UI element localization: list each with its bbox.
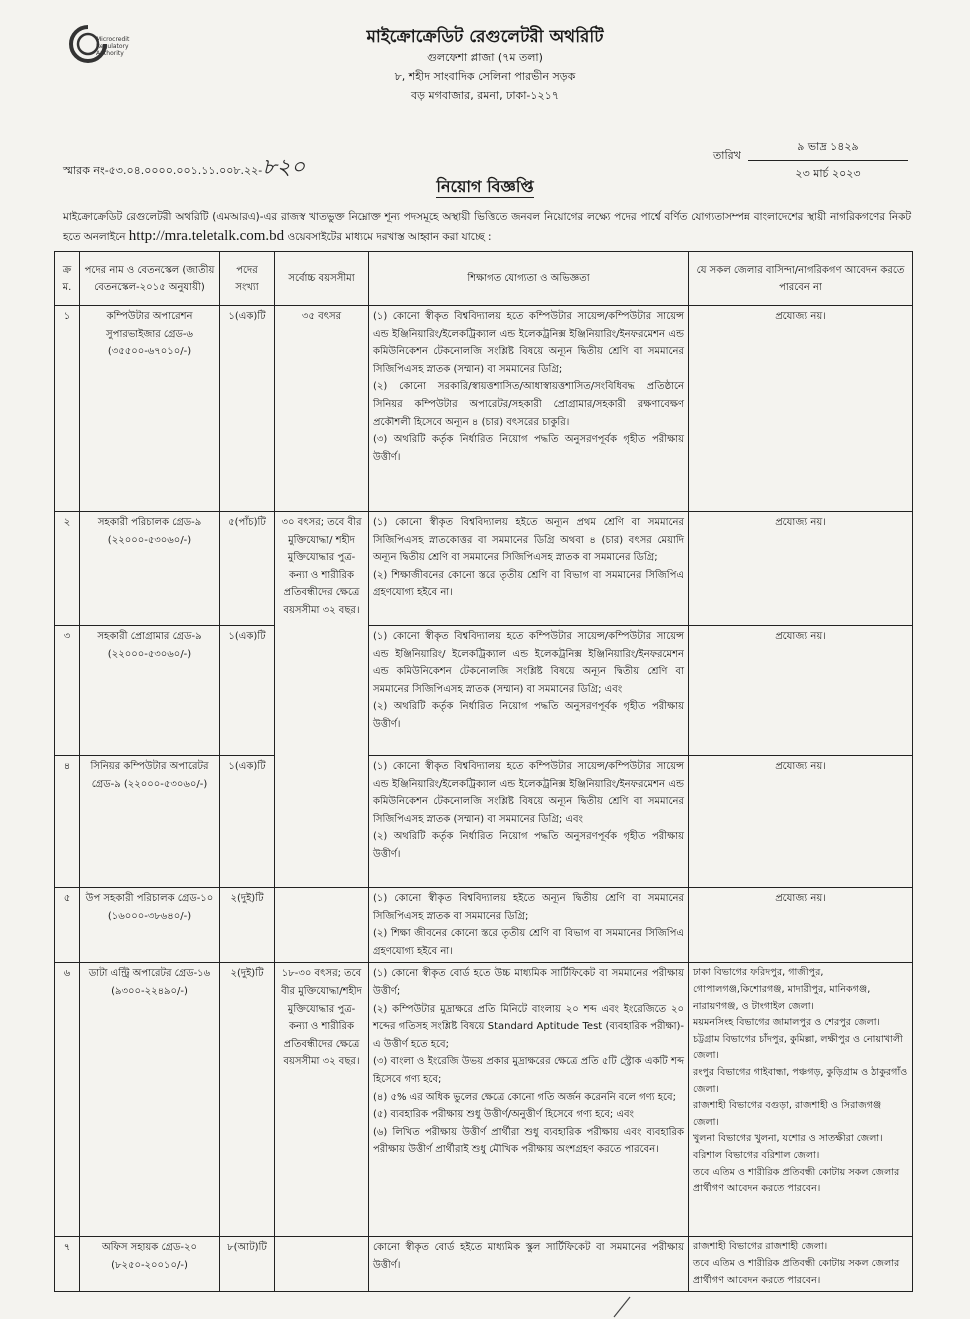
table-row: ২ সহকারী পরিচালক গ্রেড-৯ (২২০০০-৫৩০৬০/-) ৫(পাঁচ)টি ৩০ বৎসর; তবে বীর মুক্তিযোদ্ধা/ শহীদ মুক্তিযোদ্ধার পুত্র-কন্যা ও শারীরিক প্রতিবন্ধীদের ক্ষেত্রে বয়সসীমা ৩২ বছর। (১) কোনো স্বীকৃত বিশ্ববিদ্যালয় হইতে অন্যূন প্রথম শ্রেণি বা সমমানের সিজিপিএসহ স্নাতকোত্তর বা সমমানের ডিগ্রি অথবা ৪ (চার) বৎসর মেয়াদি অন্যূন দ্বিতীয় শ্রেণি বা সমমানের সিজিপিএসহ স্নাতক বা সমমানের ডিগ্রি; (২) শিক্ষাজীবনের কোনো স্তরে তৃতীয় শ্রেণি বা বিভাগ বা সমমানের সিজিপিএ গ্রহণযোগ্য হইবে না। প্রযোজ্য নয়।: [55, 512, 913, 626]
districts-cell: রাজশাহী বিভাগের রাজশাহী জেলা। তবে এতিম ও শারীরিক প্রতিবন্ধী কোটায় সকল জেলার প্রার্থীগণ আবেদন করতে পারবেন।: [689, 1237, 913, 1292]
org-name: মাইক্রোক্রেডিট রেগুলেটরী অথরিটি: [366, 27, 604, 47]
header-districts: যে সকল জেলার বাসিন্দা/নাগরিকগণ আবেদন করতে পারবেন না: [689, 252, 913, 306]
header-post: পদের নাম ও বেতনস্কেল (জাতীয় বেতনস্কেল-২০১৫ অনুযায়ী): [80, 252, 220, 306]
date-bangla: ৯ ভাদ্র ১৪২৯: [748, 138, 908, 161]
qualification-cell: (১) কোনো স্বীকৃত বিশ্ববিদ্যালয় হইতে অন্যূন দ্বিতীয় শ্রেণি বা সমমানের সিজিপিএসহ স্নাতক বা সমমানের ডিগ্রি; (২) শিক্ষা জীবনের কোনো স্তরে তৃতীয় শ্রেণি বা বিভাগ বা সমমানের সিজিপিএ গ্রহণযোগ্য হইবে না।: [369, 888, 689, 963]
table-row: ৪ সিনিয়র কম্পিউটার অপারেটর গ্রেড-৯ (২২০০০-৫৩০৬০/-) ১(এক)টি (১) কোনো স্বীকৃত বিশ্ববিদ্যালয় হতে কম্পিউটার সায়েন্স/কম্পিউটার সায়েন্স এন্ড ইঞ্জিনিয়ারিং/ইলেকট্রিক্যাল এন্ড ইলেকট্রনিক্স ইঞ্জিনিয়ারিং/ইনফরমেশন এন্ড কমিউনিকেশন টেকনোলজি সংশ্লিষ্ট বিষয়ে অন্যূন দ্বিতীয় শ্রেণি বা সমমানের সিজিপিএসহ স্নাতক (সম্মান) বা সমমানের ডিগ্রি; এবং (২) অথরিটি কর্তৃক নির্ধারিত নিয়োগ পদ্ধতি অনুসরণপূর্বক গৃহীত পরীক্ষায় উত্তীর্ণ। প্রযোজ্য নয়।: [55, 756, 913, 888]
header-serial: ক্র ম.: [55, 252, 80, 306]
qualification-cell: (১) কোনো স্বীকৃত বিশ্ববিদ্যালয় হতে কম্পিউটার সায়েন্স/কম্পিউটার সায়েন্স এন্ড ইঞ্জিনিয়ারিং/ ইলেকট্রিক্যাল এন্ড ইলেকট্রনিক্স ইঞ্জিনিয়ারিং/ইনফরমেশন এন্ড কমিউনিকেশন টেকনোলজি সংশ্লিষ্ট বিষয়ে অন্যূন দ্বিতীয় শ্রেণি বা সমমানের সিজিপিএসহ স্নাতক (সম্মান) বা সমমানের ডিগ্রি; এবং (২) অথরিটি কর্তৃক নির্ধারিত নিয়োগ পদ্ধতি অনুসরণপূর্বক গৃহীত পরীক্ষায় উত্তীর্ণ।: [369, 626, 689, 756]
date-english: ২৩ মার্চ ২০২৩: [795, 167, 861, 180]
qualification-cell: (১) কোনো স্বীকৃত বিশ্ববিদ্যালয় হইতে অন্যূন প্রথম শ্রেণি বা সমমানের সিজিপিএসহ স্নাতকোত্তর বা সমমানের ডিগ্রি অথবা ৪ (চার) বৎসর মেয়াদি অন্যূন দ্বিতীয় শ্রেণি বা সমমানের সিজিপিএসহ স্নাতক বা সমমানের ডিগ্রি; (২) শিক্ষাজীবনের কোনো স্তরে তৃতীয় শ্রেণি বা বিভাগ বা সমমানের সিজিপিএ গ্রহণযোগ্য হইবে না।: [369, 512, 689, 626]
age-limit: ৩০ বৎসর; তবে বীর মুক্তিযোদ্ধা/ শহীদ মুক্তিযোদ্ধার পুত্র-কন্যা ও শারীরিক প্রতিবন্ধীদের ক্ষেত্রে বয়সসীমা ৩২ বছর।: [275, 512, 369, 888]
table-row: ৭ অফিস সহায়ক গ্রেড-২০ (৮২৫০-২০০১০/-) ৮(আট)টি কোনো স্বীকৃত বোর্ড হইতে মাধ্যমিক স্কুল সার্টিফিকেট বা সমমানের পরীক্ষায় উত্তীর্ণ। রাজশাহী বিভাগের রাজশাহী জেলা। তবে এতিম ও শারীরিক প্রতিবন্ধী কোটায় সকল জেলার প্রার্থীগণ আবেদন করতে পারবেন।: [55, 1237, 913, 1292]
header-qualification: শিক্ষাগত যোগ্যতা ও অভিজ্ঞতা: [369, 252, 689, 306]
table-row: ৬ ডাটা এন্ট্রি অপারেটর গ্রেড-১৬ (৯৩০০-২২৪৯০/-) ২(দুই)টি ১৮-৩০ বৎসর; তবে বীর মুক্তিযোদ্ধা/শহীদ মুক্তিযোদ্ধার পুত্র-কন্যা ও শারীরিক প্রতিবন্ধীদের ক্ষেত্রে বয়সসীমা ৩২ বছর। (১) কোনো স্বীকৃত বোর্ড হতে উচ্চ মাধ্যমিক সার্টিফিকেট বা সমমানের পরীক্ষায় উত্তীর্ণ; (২) কম্পিউটার মুদ্রাক্ষরে প্রতি মিনিটে বাংলায় ২০ শব্দ এবং ইংরেজিতে ২০ শব্দের গতিসহ সংশ্লিষ্ট বিষয়ে Standard Aptitude Test (ব্যবহারিক পরীক্ষা)-এ উত্তীর্ণ হতে হবে; (৩) বাংলা ও ইংরেজি উভয় প্রকার মুদ্রাক্ষরের ক্ষেত্রে প্রতি ৫টি স্ট্রোক একটি শব্দ হিসেবে গণ্য হবে; (৪) ৫% এর অধিক ভুলের ক্ষেত্রে কোনো গতি অর্জন করেননি বলে গণ্য হবে; (৫) ব্যবহারিক পরীক্ষায় শুধু উত্তীর্ণ/অনুত্তীর্ণ হিসেবে গণ্য হবে; এবং (৬) লিখিত পরীক্ষায় উত্তীর্ণ প্রার্থীরা শুধু ব্যবহারিক পরীক্ষায় এবং ব্যবহারিক পরীক্ষায় উত্তীর্ণ প্রার্থীরাই শুধু মৌখিক পরীক্ষায় অংশগ্রহণ করতে পারবেন। ঢাকা বিভাগের ফরিদপুর, গাজীপুর, গোপালগঞ্জ,কিশোরগঞ্জ, মাদারীপুর, মানিকগঞ্জ, নারায়ণগঞ্জ, ও টাংগাইল জেলা। ময়মনসিংহ বিভাগের জামালপুর ও শেরপুর জেলা। চট্টগ্রাম বিভাগের চাঁদপুর, কুমিল্লা, লক্ষীপুর ও নোয়াখালী জেলা। রংপুর বিভাগের গাইবান্ধা, পঞ্চগড়, কুড়িগ্রাম ও ঠাকুরগাঁও জেলা। রাজশাহী বিভাগের বগুড়া, রাজশাহী ও সিরাজগঞ্জ জেলা। খুলনা বিভাগের খুলনা, যশোর ও সাতক্ষীরা জেলা। বরিশাল বিভাগের বরিশাল জেলা। তবে এতিম ও শারীরিক প্রতিবন্ধী কোটায় সকল জেলার প্রার্থীগণ আবেদন করতে পারবেন।: [55, 963, 913, 1237]
table-row: ১ কম্পিউটার অপারেশন সুপারভাইজার গ্রেড-৬ (৩৫৫০০-৬৭০১০/-) ১(এক)টি ৩৫ বৎসর (১) কোনো স্বীকৃত বিশ্ববিদ্যালয় হতে কম্পিউটার সায়েন্স/কম্পিউটার সায়েন্স এন্ড ইঞ্জিনিয়ারিং/ইলেকট্রিক্যাল এন্ড ইলেকট্রনিক্স ইঞ্জিনিয়ারিং/ইনফরমেশন এন্ড কমিউনিকেশন টেকনোলজি সংশ্লিষ্ট বিষয়ে অন্যূন দ্বিতীয় শ্রেণি বা সমমানের সিজিপিএসহ স্নাতক (সম্মান) বা সমমানের ডিগ্রি; (২) কোনো সরকারি/স্বায়ত্তশাসিত/আধাস্বায়ত্তশাসিত/সংবিধিবদ্ধ প্রতিষ্ঠানে সিনিয়র কম্পিউটার অপারেটর/সহকারী প্রোগ্রামার/সহকারী রক্ষণাবেক্ষণ প্রকৌশলী হিসেবে অন্যূন ৪ (চার) বৎসরের চাকুরি। (৩) অথরিটি কর্তৃক নির্ধারিত নিয়োগ পদ্ধতি অনুসরণপূর্বক গৃহীত পরীক্ষায় উত্তীর্ণ। প্রযোজ্য নয়।: [55, 306, 913, 512]
memo-label: স্মারক নং-৫৩.০৪.০০০০.০০১.১১.০০৮.২২-: [63, 164, 263, 177]
qualification-cell: কোনো স্বীকৃত বোর্ড হইতে মাধ্যমিক স্কুল সার্টিফিকেট বা সমমানের পরীক্ষায় উত্তীর্ণ।: [369, 1237, 689, 1292]
memo-handwritten-number: ৮২০: [262, 155, 306, 180]
application-url-link[interactable]: http://mra.teletalk.com.bd: [128, 228, 285, 244]
qualification-cell: (১) কোনো স্বীকৃত বিশ্ববিদ্যালয় হতে কম্পিউটার সায়েন্স/কম্পিউটার সায়েন্স এন্ড ইঞ্জিনিয়ারিং/ইলেকট্রিক্যাল এন্ড ইলেকট্রনিক্স ইঞ্জিনিয়ারিং/ইনফরমেশন এন্ড কমিউনিকেশন টেকনোলজি সংশ্লিষ্ট বিষয়ে অন্যূন দ্বিতীয় শ্রেণি বা সমমানের সিজিপিএসহ স্নাতক (সম্মান) বা সমমানের ডিগ্রি; এবং (২) অথরিটি কর্তৃক নির্ধারিত নিয়োগ পদ্ধতি অনুসরণপূর্বক গৃহীত পরীক্ষায় উত্তীর্ণ।: [369, 756, 689, 888]
address-line-2: ৮, শহীদ সাংবাদিক সেলিনা পারভীন সড়ক: [394, 70, 576, 83]
header-count: পদের সংখ্যা: [220, 252, 275, 306]
age-limit: ৩৫ বৎসর: [275, 306, 369, 512]
districts-cell: ঢাকা বিভাগের ফরিদপুর, গাজীপুর, গোপালগঞ্জ,কিশোরগঞ্জ, মাদারীপুর, মানিকগঞ্জ, নারায়ণগঞ্জ, ও টাংগাইল জেলা। ময়মনসিংহ বিভাগের জামালপুর ও শেরপুর জেলা। চট্টগ্রাম বিভাগের চাঁদপুর, কুমিল্লা, লক্ষীপুর ও নোয়াখালী জেলা। রংপুর বিভাগের গাইবান্ধা, পঞ্চগড়, কুড়িগ্রাম ও ঠাকুরগাঁও জেলা। রাজশাহী বিভাগের বগুড়া, রাজশাহী ও সিরাজগঞ্জ জেলা। খুলনা বিভাগের খুলনা, যশোর ও সাতক্ষীরা জেলা। বরিশাল বিভাগের বরিশাল জেলা। তবে এতিম ও শারীরিক প্রতিবন্ধী কোটায় সকল জেলার প্রার্থীগণ আবেদন করতে পারবেন।: [689, 963, 913, 1237]
qualification-cell: (১) কোনো স্বীকৃত বোর্ড হতে উচ্চ মাধ্যমিক সার্টিফিকেট বা সমমানের পরীক্ষায় উত্তীর্ণ; (২) কম্পিউটার মুদ্রাক্ষরে প্রতি মিনিটে বাংলায় ২০ শব্দ এবং ইংরেজিতে ২০ শব্দের গতিসহ সংশ্লিষ্ট বিষয়ে Standard Aptitude Test (ব্যবহারিক পরীক্ষা)-এ উত্তীর্ণ হতে হবে; (৩) বাংলা ও ইংরেজি উভয় প্রকার মুদ্রাক্ষরের ক্ষেত্রে প্রতি ৫টি স্ট্রোক একটি শব্দ হিসেবে গণ্য হবে; (৪) ৫% এর অধিক ভুলের ক্ষেত্রে কোনো গতি অর্জন করেননি বলে গণ্য হবে; (৫) ব্যবহারিক পরীক্ষায় শুধু উত্তীর্ণ/অনুত্তীর্ণ হিসেবে গণ্য হবে; এবং (৬) লিখিত পরীক্ষায় উত্তীর্ণ প্রার্থীরা শুধু ব্যবহারিক পরীক্ষায় এবং ব্যবহারিক পরীক্ষায় উত্তীর্ণ প্রার্থীরাই শুধু মৌখিক পরীক্ষায় অংশগ্রহণ করতে পারবেন।: [369, 963, 689, 1237]
table-header-row: [55, 252, 913, 306]
vacancy-table: [54, 251, 913, 1292]
address-line-3: বড় মগবাজার, রমনা, ঢাকা-১২১৭: [411, 89, 559, 102]
qualification-cell: (১) কোনো স্বীকৃত বিশ্ববিদ্যালয় হতে কম্পিউটার সায়েন্স/কম্পিউটার সায়েন্স এন্ড ইঞ্জিনিয়ারিং/ইলেকট্রিক্যাল এন্ড ইলেকট্রনিক্স ইঞ্জিনিয়ারিং/ইনফরমেশন এন্ড কমিউনিকেশন টেকনোলজি সংশ্লিষ্ট বিষয়ে অন্যূন দ্বিতীয় শ্রেণি বা সমমানের সিজিপিএসহ স্নাতক (সম্মান) বা সমমানের ডিগ্রি; (২) কোনো সরকারি/স্বায়ত্তশাসিত/আধাস্বায়ত্তশাসিত/সংবিধিবদ্ধ প্রতিষ্ঠানে সিনিয়র কম্পিউটার অপারেটর/সহকারী প্রোগ্রামার/সহকারী রক্ষণাবেক্ষণ প্রকৌশলী হিসেবে অন্যূন ৪ (চার) বৎসরের চাকুরি। (৩) অথরিটি কর্তৃক নির্ধারিত নিয়োগ পদ্ধতি অনুসরণপূর্বক গৃহীত পরীক্ষায় উত্তীর্ণ।: [369, 306, 689, 512]
address-line-1: গুলফেশা প্লাজা (৭ম তলা): [427, 51, 543, 64]
pen-mark-icon: [612, 1296, 632, 1318]
notice-title: নিয়োগ বিজ্ঞপ্তি: [436, 177, 534, 196]
logo-text: Microcredit Regulatory Authority: [96, 36, 130, 57]
header-age: সর্বোচ্চ বয়সসীমা: [275, 252, 369, 306]
date-label: তারিখ: [713, 149, 741, 162]
table-row: ৩ সহকারী প্রোগ্রামার গ্রেড-৯ (২২০০০-৫৩০৬০/-) ১(এক)টি (১) কোনো স্বীকৃত বিশ্ববিদ্যালয় হতে কম্পিউটার সায়েন্স/কম্পিউটার সায়েন্স এন্ড ইঞ্জিনিয়ারিং/ ইলেকট্রিক্যাল এন্ড ইলেকট্রনিক্স ইঞ্জিনিয়ারিং/ইনফরমেশন এন্ড কমিউনিকেশন টেকনোলজি সংশ্লিষ্ট বিষয়ে অন্যূন দ্বিতীয় শ্রেণি বা সমমানের সিজিপিএসহ স্নাতক (সম্মান) বা সমমানের ডিগ্রি; এবং (২) অথরিটি কর্তৃক নির্ধারিত নিয়োগ পদ্ধতি অনুসরণপূর্বক গৃহীত পরীক্ষায় উত্তীর্ণ। প্রযোজ্য নয়।: [55, 626, 913, 756]
table-row: ৫ উপ সহকারী পরিচালক গ্রেড-১০ (১৬০০০-৩৮৬৪০/-) ২(দুই)টি (১) কোনো স্বীকৃত বিশ্ববিদ্যালয় হইতে অন্যূন দ্বিতীয় শ্রেণি বা সমমানের সিজিপিএসহ স্নাতক বা সমমানের ডিগ্রি; (২) শিক্ষা জীবনের কোনো স্তরে তৃতীয় শ্রেণি বা বিভাগ বা সমমানের সিজিপিএ গ্রহণযোগ্য হইবে না। প্রযোজ্য নয়।: [55, 888, 913, 963]
age-limit: ১৮-৩০ বৎসর; তবে বীর মুক্তিযোদ্ধা/শহীদ মুক্তিযোদ্ধার পুত্র-কন্যা ও শারীরিক প্রতিবন্ধীদের ক্ষেত্রে বয়সসীমা ৩২ বছর।: [275, 963, 369, 1237]
intro-paragraph: মাইক্রোক্রেডিট রেগুলেটরী অথরিটি (এমআরএ)-এর রাজস্ব খাতভুক্ত নিম্নোক্ত শূন্য পদসমূহে অস্থায়ী ভিত্তিতে জনবল নিয়োগের লক্ষ্যে পদের পার্শ্বে বর্ণিত যোগ্যতাসম্পন্ন বাংলাদেশের স্থায়ী নাগরিকগণের নিকট হতে অনলাইনে http://mra.teletalk.com.bd ওয়েবসাইটের মাধ্যমে দরখাস্ত আহ্বান করা যাচ্ছে :: [63, 211, 911, 244]
